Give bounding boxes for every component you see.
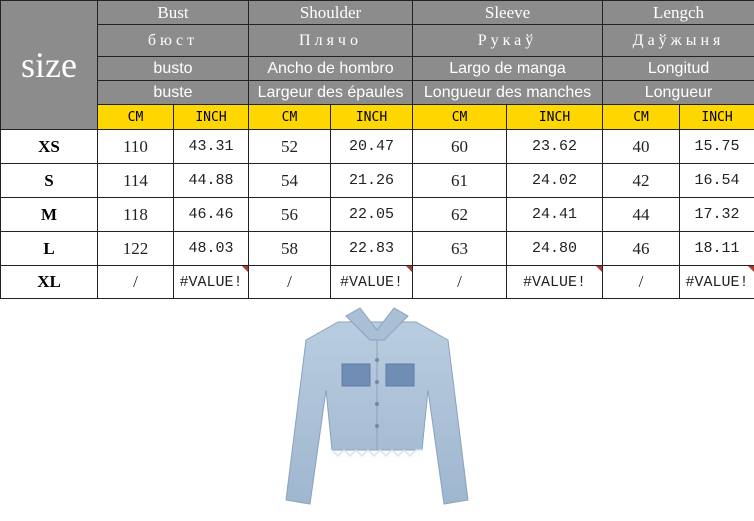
table-cell: / [413, 266, 507, 299]
table-cell: 23.62 [507, 130, 603, 164]
table-cell: 44 [603, 198, 680, 232]
table-cell: 18.11 [680, 232, 754, 266]
table-cell: 15.75 [680, 130, 754, 164]
size-label: L [1, 232, 98, 266]
table-cell: 48.03 [174, 232, 249, 266]
table-cell: 20.47 [331, 130, 413, 164]
bust-header-es: busto [98, 57, 249, 81]
table-cell-error: #VALUE! [680, 266, 754, 299]
unit-cm: CM [249, 105, 331, 130]
table-cell: 122 [98, 232, 174, 266]
size-label: M [1, 198, 98, 232]
table-cell: 54 [249, 164, 331, 198]
table-cell: / [603, 266, 680, 299]
table-row [1, 198, 754, 232]
table-cell: 21.26 [331, 164, 413, 198]
length-header-ru: Даўжыня [603, 25, 754, 57]
table-row [1, 130, 754, 164]
unit-inch: INCH [331, 105, 413, 130]
table-row [1, 266, 754, 299]
table-row [1, 232, 754, 266]
length-header-fr: Longueur [603, 81, 754, 105]
unit-cm: CM [98, 105, 174, 130]
table-cell: 22.05 [331, 198, 413, 232]
table-cell: 118 [98, 198, 174, 232]
sleeve-header-fr: Longueur des manches [413, 81, 603, 105]
table-cell: / [249, 266, 331, 299]
unit-cm: CM [413, 105, 507, 130]
table-cell: 40 [603, 130, 680, 164]
length-header-en: Lengch [603, 1, 754, 25]
table-cell: 46.46 [174, 198, 249, 232]
unit-inch: INCH [507, 105, 603, 130]
table-cell: 16.54 [680, 164, 754, 198]
table-cell: 46 [603, 232, 680, 266]
size-header: size [1, 1, 98, 130]
bust-header-ru: бюст [98, 25, 249, 57]
size-label: XS [1, 130, 98, 164]
table-cell: 56 [249, 198, 331, 232]
bust-header-fr: buste [98, 81, 249, 105]
table-cell: 24.80 [507, 232, 603, 266]
table-cell-error: #VALUE! [331, 266, 413, 299]
sleeve-header-es: Largo de manga [413, 57, 603, 81]
length-header-es: Longitud [603, 57, 754, 81]
shoulder-header-fr: Largeur des épaules [249, 81, 413, 105]
table-cell: 114 [98, 164, 174, 198]
unit-cm: CM [603, 105, 680, 130]
shoulder-header-ru: Плячо [249, 25, 413, 57]
table-cell: 24.02 [507, 164, 603, 198]
table-cell: 62 [413, 198, 507, 232]
table-row [1, 164, 754, 198]
table-cell: 60 [413, 130, 507, 164]
table-cell: 63 [413, 232, 507, 266]
table-cell: 61 [413, 164, 507, 198]
sleeve-header-ru: Рукаў [413, 25, 603, 57]
size-label: S [1, 164, 98, 198]
size-label: XL [1, 266, 98, 299]
unit-inch: INCH [174, 105, 249, 130]
table-cell: 42 [603, 164, 680, 198]
table-cell: 17.32 [680, 198, 754, 232]
table-cell: 24.41 [507, 198, 603, 232]
table-cell: 110 [98, 130, 174, 164]
table-cell-error: #VALUE! [174, 266, 249, 299]
table-cell: 58 [249, 232, 331, 266]
table-cell: 44.88 [174, 164, 249, 198]
table-cell: / [98, 266, 174, 299]
table-cell-error: #VALUE! [507, 266, 603, 299]
table-cell: 22.83 [331, 232, 413, 266]
shoulder-header-es: Ancho de hombro [249, 57, 413, 81]
table-cell: 52 [249, 130, 331, 164]
unit-inch: INCH [680, 105, 754, 130]
bust-header-en: Bust [98, 1, 249, 25]
denim-jacket-image [268, 300, 486, 515]
table-cell: 43.31 [174, 130, 249, 164]
shoulder-header-en: Shoulder [249, 1, 413, 25]
sleeve-header-en: Sleeve [413, 1, 603, 25]
